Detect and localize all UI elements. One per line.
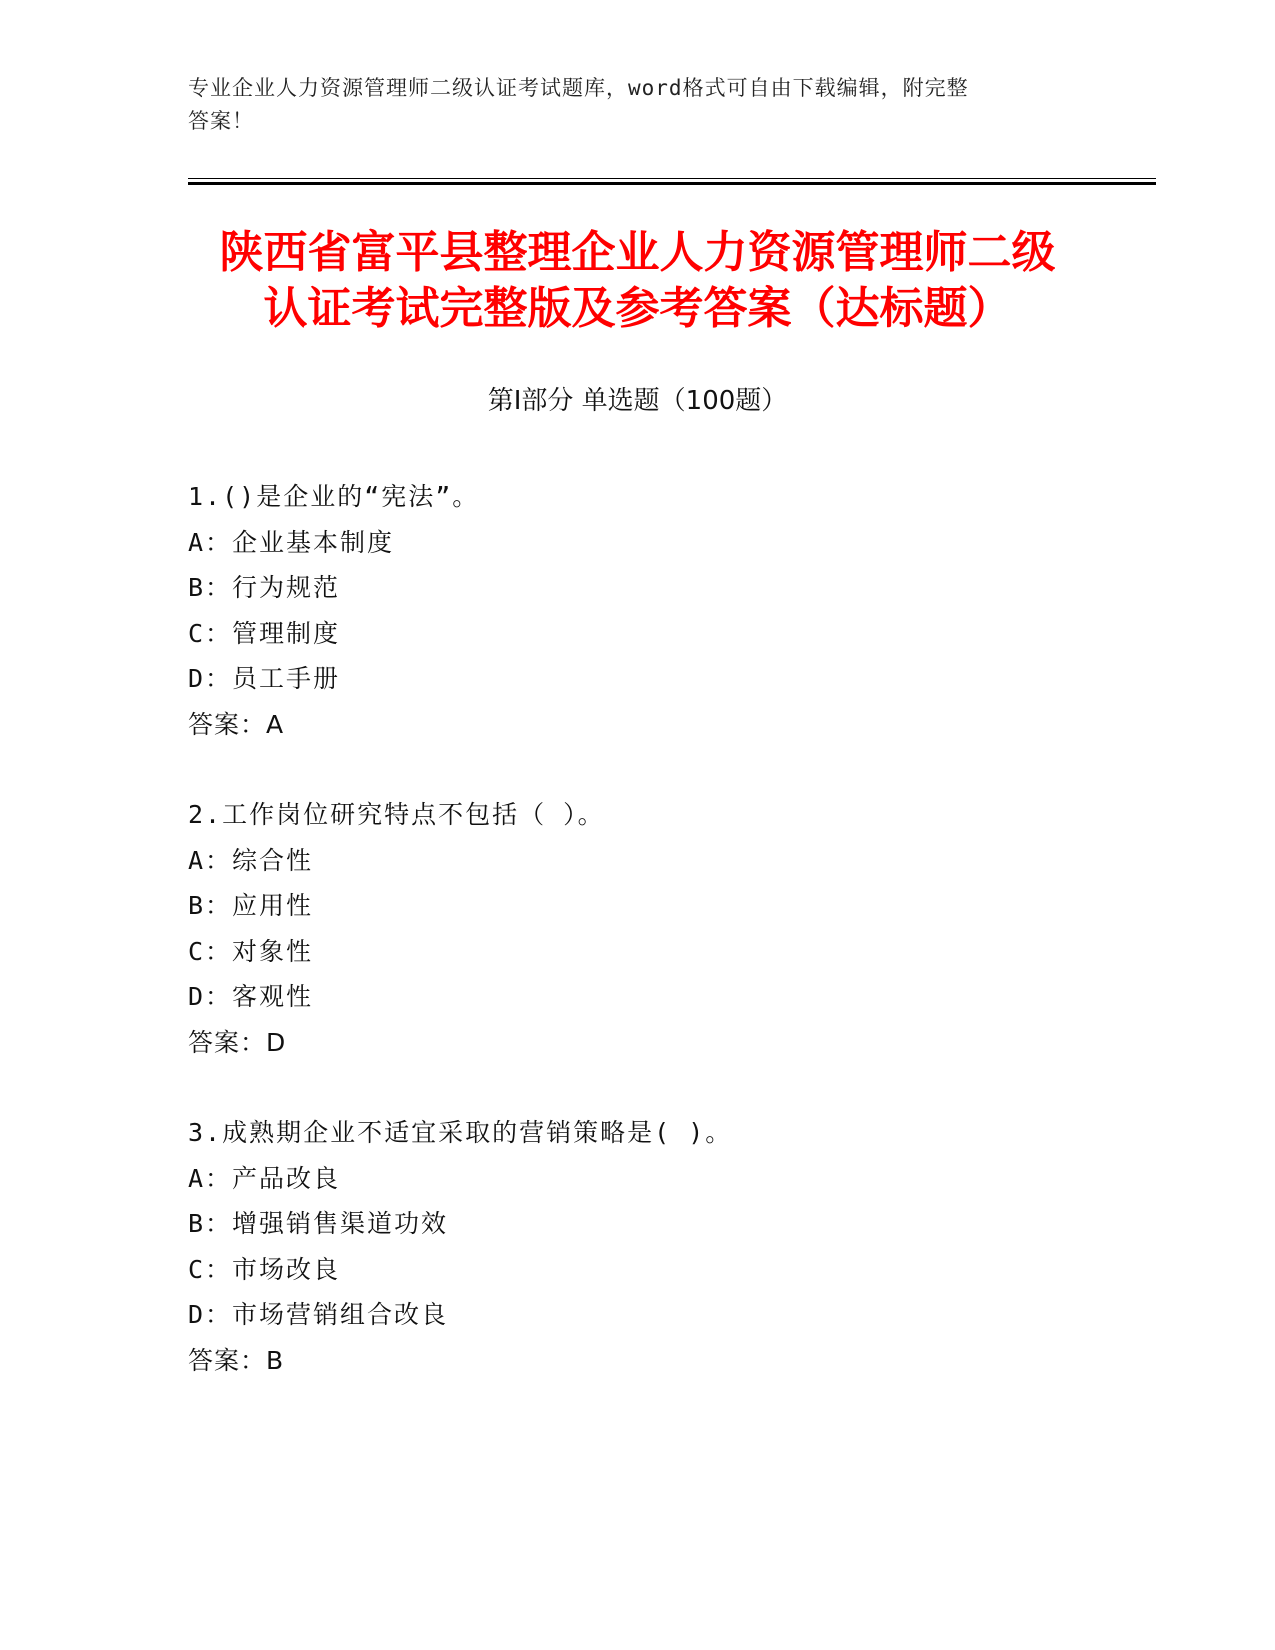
section-heading: 第Ⅰ部分 单选题（100题） [487,386,788,416]
option-c: C：管理制度 [188,618,341,648]
document-title-line-1: 陕西省富平县整理企业人力资源管理师二级 [219,227,1056,278]
option-b: B：行为规范 [188,573,341,602]
answer: 答案：A [188,709,285,739]
header-note-line-1: 专业企业人力资源管理师二级认证考试题库，word格式可自由下载编辑，附完整 [188,76,969,100]
answer: 答案：B [188,1345,285,1375]
question-stem: 2.工作岗位研究特点不包括（ ）。 [188,800,605,829]
option-b: B：增强销售渠道功效 [188,1209,449,1238]
option-d: D：市场营销组合改良 [188,1300,449,1329]
question-stem: 1.()是企业的“宪法”。 [188,482,480,511]
header-note [188,72,1068,138]
option-d: D：员工手册 [188,664,341,693]
option-c: C：市场改良 [188,1254,341,1284]
option-c: C：对象性 [188,936,314,966]
question-3 [188,1110,1138,1383]
question-stem: 3.成熟期企业不适宜采取的营销策略是( )。 [188,1118,733,1147]
option-b: B：应用性 [188,891,314,920]
document-title [150,225,1125,337]
option-a: A：企业基本制度 [188,527,395,557]
option-d: D：客观性 [188,982,314,1011]
question-1 [188,474,1138,747]
header-divider-thin [188,178,1156,179]
option-a: A：综合性 [188,845,314,875]
option-a: A：产品改良 [188,1163,341,1193]
header-note-line-2: 答案！ [188,109,254,133]
question-2 [188,792,1138,1065]
header-divider-thick [188,182,1156,185]
answer: 答案：D [188,1027,287,1057]
document-title-line-2: 认证考试完整版及参考答案（达标题） [263,283,1012,334]
